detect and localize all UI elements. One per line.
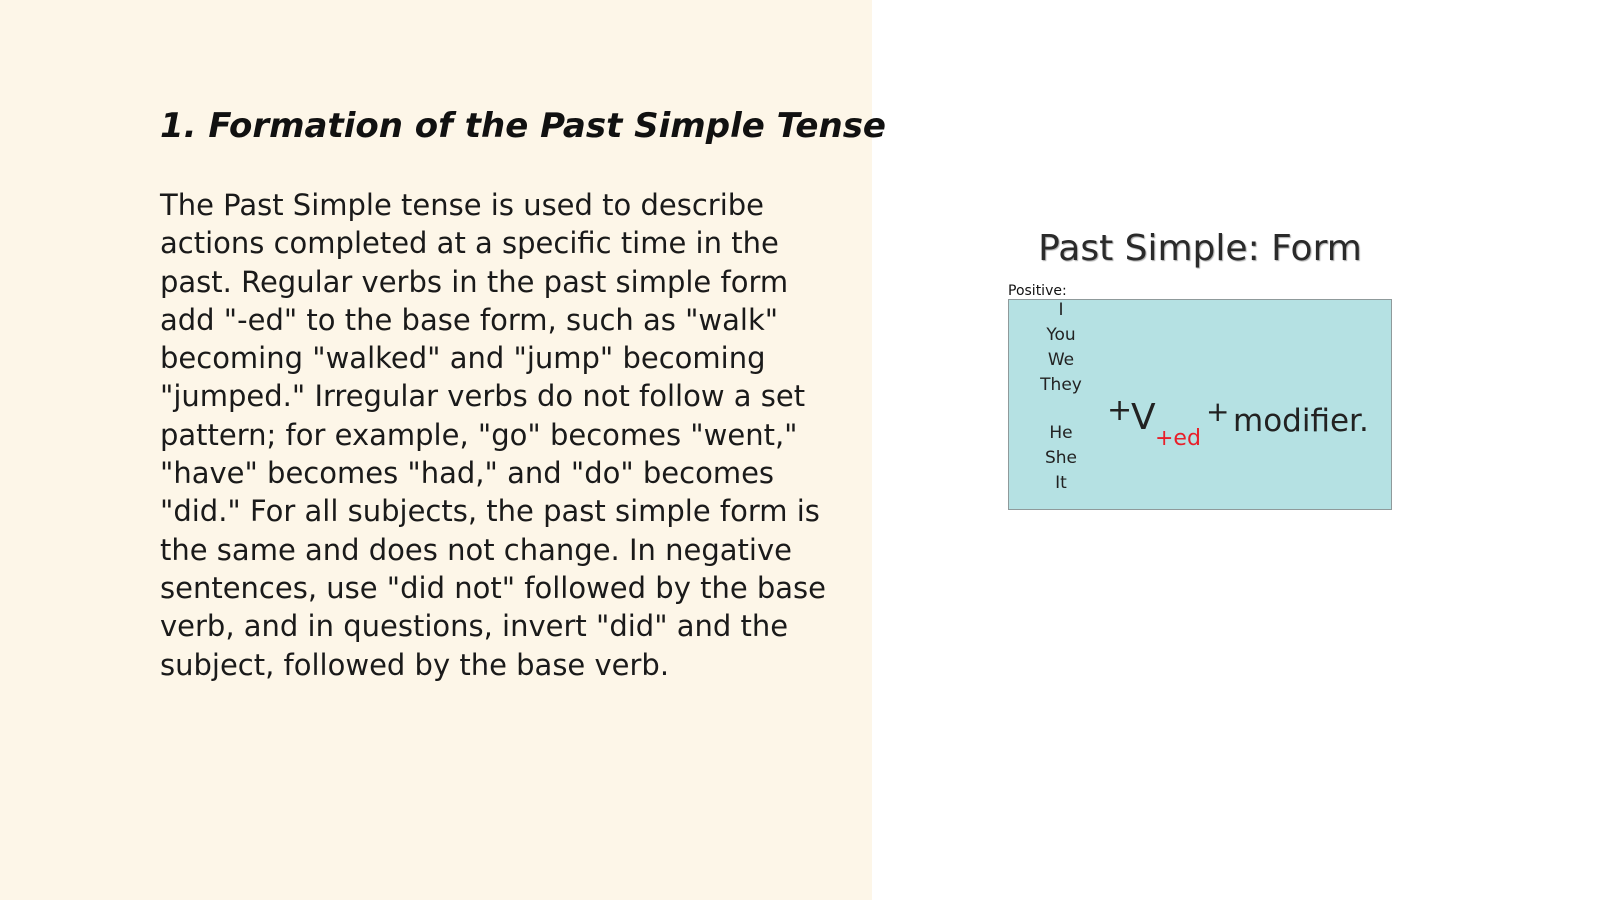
diagram-title: Past Simple: Form <box>1038 228 1362 269</box>
formula-verb: V <box>1131 397 1156 438</box>
formula-box <box>1008 299 1392 510</box>
formula-plus-sign-2: + <box>1206 395 1230 428</box>
pronoun-we: We <box>1047 350 1075 370</box>
formula-modifier: modifier. <box>1233 403 1369 439</box>
pronoun-she: She <box>1044 448 1078 468</box>
pronoun-they: They <box>1040 375 1082 395</box>
pronoun-it: It <box>1055 473 1067 493</box>
pronoun-he: He <box>1049 423 1073 443</box>
pronoun-i: I <box>1058 300 1064 320</box>
formula-plus-sign: + <box>1107 393 1133 428</box>
slide-heading: 1. Formation of the Past Simple Tense <box>160 106 886 146</box>
slide-body-text: The Past Simple tense is used to describe actions completed at a specific time in the past. Regular verbs in the past simple form add "-ed" to the base form, such as "walk" becoming "walked" and "jump" becoming "jumped." Irregular verbs do not follow a set pattern; for example, "go" becomes "went," "have" becomes "had," and "do" becomes "did." For all subjects, the past simple form is the same and does not change. In negative sentences, use "did not" followed by the base verb, and in questions, invert "did" and the subject, followed by the base verb. <box>160 188 827 682</box>
formula-ed-suffix: +ed <box>1155 426 1201 451</box>
positive-label: Positive: <box>1008 283 1067 299</box>
past-simple-form-diagram <box>1000 226 1400 516</box>
pronoun-you: You <box>1046 325 1076 345</box>
